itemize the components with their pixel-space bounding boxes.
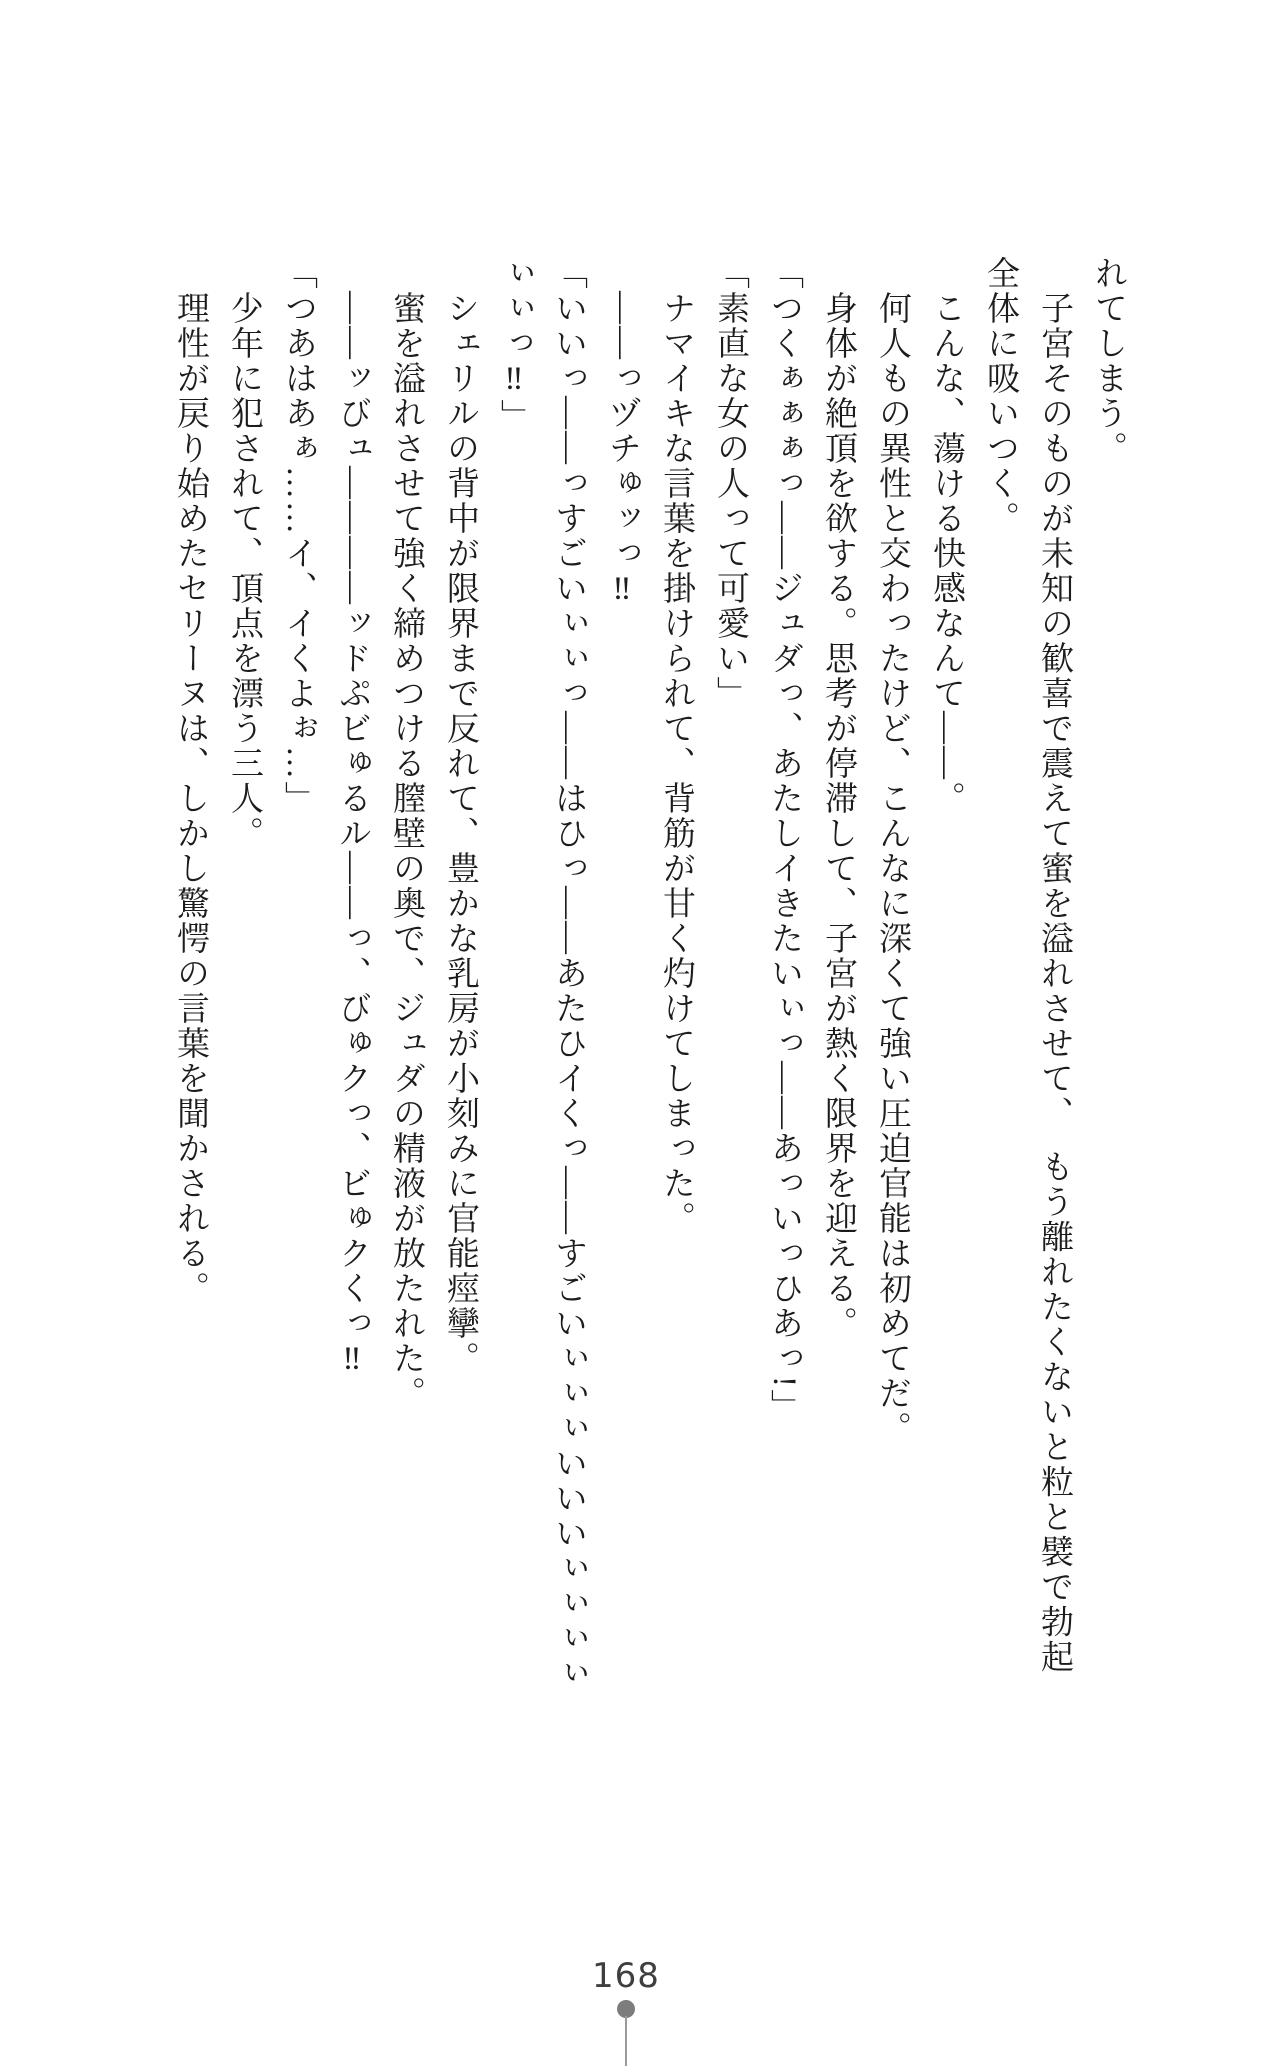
paragraph: シェリルの背中が限界まで反れて、豊かな乳房が小刻みに官能痙攣。 xyxy=(442,291,478,1376)
paragraph: 理性が戻り始めたセリーヌは、しかし驚愕の言葉を聞かされる。 xyxy=(172,291,208,1306)
paragraph: 少年に犯されて、頂点を漂う三人。 xyxy=(226,291,262,851)
paragraph: ナマイキな言葉を掛けられて、背筋が甘く灼けてしまった。 xyxy=(658,291,694,1236)
paragraph: 子宮そのものが未知の歓喜で震えて蜜を溢れさせて、 もう離れたくないと粒と襞で勃起全体に吸いつく。 xyxy=(982,256,1072,1675)
paragraph: 「つくぁぁぁっ――ジュダっ、あたしイきたいぃっ――あっいっひあっ!」 xyxy=(766,256,802,1424)
paragraph: 何人もの異性と交わったけど、こんなに深くて強い圧迫官能は初めてだ。 xyxy=(874,291,910,1446)
paragraph: れてしまう。 xyxy=(1090,256,1126,466)
paragraph: 「いいっ――っすごいぃぃっ――はひっ――あたひイくっ――すごいぃぃぃいいいぃぃぃぃぃぃっ‼」 xyxy=(496,256,586,1691)
paragraph: ――っヅチゅッっ‼ xyxy=(604,291,640,609)
paragraph: 身体が絶頂を欲する。思考が停滞して、子宮が熱く限界を迎える。 xyxy=(820,291,856,1341)
text-block xyxy=(163,256,1135,1696)
paragraph: こんな、蕩ける快感なんて――。 xyxy=(928,291,964,816)
paragraph: ――ッびュ――――ッドぷビゅるル――っ、びゅクっ、ビゅクくっ‼ xyxy=(334,291,370,1379)
paragraph: 「つあはあぁ……イ、イくよぉ…」 xyxy=(280,256,316,816)
footer-stem-line xyxy=(625,2016,627,2066)
paragraph: 蜜を溢れさせて強く締めつける膣壁の奥で、ジュダの精液が放たれた。 xyxy=(388,291,424,1411)
paragraph: 「素直な女の人って可愛い」 xyxy=(712,256,748,711)
page-number: 168 xyxy=(592,1956,660,1996)
